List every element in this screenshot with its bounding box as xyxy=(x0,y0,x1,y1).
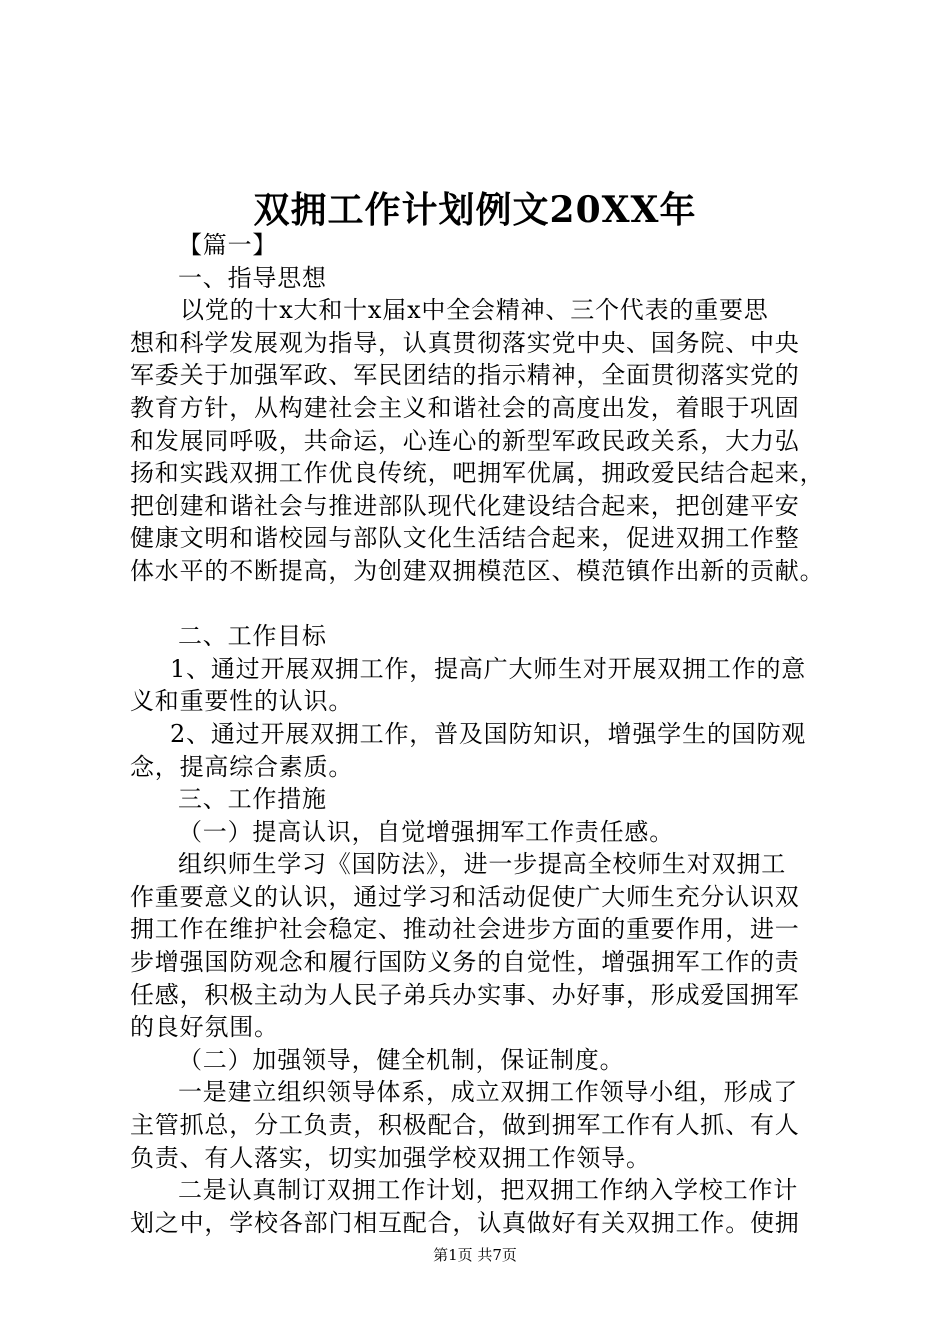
paragraph-line: 任感，积极主动为人民子弟兵办实事、办好事，形成爱国拥军 xyxy=(130,980,800,1009)
paragraph-line: 的良好氛围。 xyxy=(130,1013,279,1042)
paragraph-line: 把创建和谐社会与推进部队现代化建设结合起来，把创建平安 xyxy=(130,491,800,520)
heading-guiding-ideology: 一、指导思想 xyxy=(178,263,327,292)
section-header-part-one: 【篇一】 xyxy=(178,231,278,259)
paragraph-line: 二是认真制订双拥工作计划，把双拥工作纳入学校工作计 xyxy=(178,1176,798,1205)
paragraph-line: 教育方针，从构建社会主义和谐社会的高度出发，着眼于巩固 xyxy=(130,393,800,422)
paragraph-line: 1、通过开展双拥工作，提高广大师生对开展双拥工作的意 xyxy=(170,654,807,683)
subheading-measure-two: （二）加强领导，健全机制，保证制度。 xyxy=(178,1045,625,1074)
paragraph-line: 扬和实践双拥工作优良传统，吧拥军优属，拥政爱民结合起来， xyxy=(130,459,825,488)
paragraph-line: 主管抓总，分工负责，积极配合，做到拥军工作有人抓、有人 xyxy=(130,1111,800,1140)
subheading-measure-one: （一）提高认识，自觉增强拥军工作责任感。 xyxy=(178,817,674,846)
document-title: 双拥工作计划例文20XX年 xyxy=(253,189,697,231)
page-footer: 第1页 共7页 xyxy=(433,1246,517,1264)
paragraph-line: 念，提高综合素质。 xyxy=(130,752,354,781)
paragraph-line: 拥工作在维护社会稳定、推动社会进步方面的重要作用，进一 xyxy=(130,915,800,944)
paragraph-line: 想和科学发展观为指导，认真贯彻落实党中央、国务院、中央 xyxy=(130,328,800,357)
paragraph-line: 负责、有人落实，切实加强学校双拥工作领导。 xyxy=(130,1143,651,1172)
heading-work-measures: 三、工作措施 xyxy=(178,785,327,814)
heading-work-goals: 二、工作目标 xyxy=(178,622,327,651)
paragraph-line: 义和重要性的认识。 xyxy=(130,687,354,716)
paragraph-line: 健康文明和谐校园与部队文化生活结合起来，促进双拥工作整 xyxy=(130,524,800,553)
paragraph-line: 体水平的不断提高，为创建双拥模范区、模范镇作出新的贡献。 xyxy=(130,556,825,585)
paragraph-line: 军委关于加强军政、军民团结的指示精神，全面贯彻落实党的 xyxy=(130,361,800,390)
paragraph-line: 以党的十x大和十x届x中全会精神、三个代表的重要思 xyxy=(180,296,769,325)
paragraph-line: 作重要意义的认识，通过学习和活动促使广大师生充分认识双 xyxy=(130,882,800,911)
paragraph-line: 划之中，学校各部门相互配合，认真做好有关双拥工作。使拥 xyxy=(130,1208,800,1237)
paragraph-line: 2、通过开展双拥工作，普及国防知识，增强学生的国防观 xyxy=(170,719,807,748)
paragraph-line: 组织师生学习《国防法》，进一步提高全校师生对双拥工 xyxy=(178,850,786,879)
paragraph-line: 一是建立组织领导体系，成立双拥工作领导小组，形成了 xyxy=(178,1078,798,1107)
paragraph-line: 步增强国防观念和履行国防义务的自觉性，增强拥军工作的责 xyxy=(130,948,800,977)
paragraph-line: 和发展同呼吸，共命运，心连心的新型军政民政关系，大力弘 xyxy=(130,426,800,455)
blank-line xyxy=(130,588,836,621)
document-body xyxy=(130,229,836,1239)
